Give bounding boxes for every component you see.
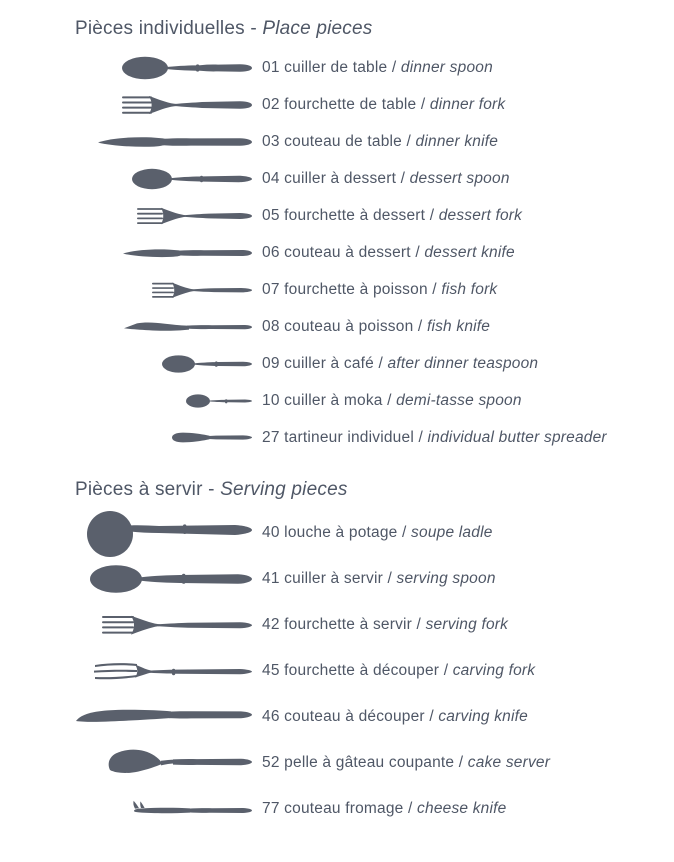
place-pieces-list xyxy=(0,49,674,456)
item-name-en: soupe ladle xyxy=(411,524,493,541)
item-name-en: after dinner teaspoon xyxy=(387,354,539,372)
item-name-en: dessert spoon xyxy=(409,169,510,187)
item-separator: / xyxy=(378,354,384,372)
item-name-fr: louche à potage xyxy=(284,524,398,541)
item-name-fr: couteau de table xyxy=(284,132,402,150)
item-row-27 xyxy=(0,419,674,456)
serving-spoon-icon xyxy=(0,564,252,594)
item-name-fr: pelle à gâteau coupante xyxy=(284,754,455,771)
item-name-en: carving knife xyxy=(438,708,528,725)
item-label xyxy=(262,428,607,448)
item-name-en: dinner knife xyxy=(415,132,499,150)
item-name-fr: fourchette de table xyxy=(284,95,417,113)
item-label xyxy=(262,354,538,374)
item-label xyxy=(262,753,550,773)
item-name-en: dinner fork xyxy=(429,95,506,113)
item-code: 08 xyxy=(262,317,280,335)
item-name-fr: couteau fromage xyxy=(284,800,404,817)
item-name-fr: couteau à découper xyxy=(284,708,425,725)
item-row-77 xyxy=(0,786,674,832)
item-code: 46 xyxy=(262,708,280,725)
item-separator: / xyxy=(408,800,413,817)
item-name-fr: cuiller de table xyxy=(284,58,388,76)
item-name-fr: fourchette à dessert xyxy=(284,206,426,224)
serving-pieces-list xyxy=(0,510,674,832)
dessert-fork-icon xyxy=(0,205,252,227)
item-code: 05 xyxy=(262,206,280,224)
section-place-pieces xyxy=(0,17,674,456)
section-title-en: Place pieces xyxy=(262,18,373,39)
item-label xyxy=(262,799,506,819)
item-name-en: serving spoon xyxy=(396,570,496,587)
item-name-en: dinner spoon xyxy=(400,58,493,76)
item-row-02 xyxy=(0,86,674,123)
item-label xyxy=(262,615,508,635)
item-separator: / xyxy=(402,524,407,541)
item-separator: / xyxy=(415,243,420,261)
section-serving-pieces xyxy=(0,478,674,832)
item-code: 04 xyxy=(262,169,280,187)
item-name-fr: tartineur individuel xyxy=(284,428,414,446)
item-name-fr: fourchette à servir xyxy=(284,616,413,633)
butter-spreader-icon xyxy=(0,431,252,444)
dessert-spoon-icon xyxy=(0,168,252,190)
item-code: 07 xyxy=(262,280,280,298)
item-code: 45 xyxy=(262,662,280,679)
item-label xyxy=(262,280,497,300)
item-separator: / xyxy=(387,570,393,587)
soup-ladle-icon xyxy=(0,509,252,557)
section-title-en: Serving pieces xyxy=(220,479,348,500)
item-name-en: serving fork xyxy=(425,616,509,633)
item-separator: / xyxy=(391,58,397,76)
item-row-08 xyxy=(0,308,674,345)
fish-fork-icon xyxy=(0,280,252,300)
item-row-07 xyxy=(0,271,674,308)
item-label xyxy=(262,132,498,152)
item-name-fr: fourchette à poisson xyxy=(284,280,428,298)
item-name-en: dessert fork xyxy=(438,206,523,224)
item-separator: / xyxy=(387,391,392,409)
dinner-fork-icon xyxy=(0,93,252,117)
item-code: 02 xyxy=(262,95,280,113)
item-code: 41 xyxy=(262,570,280,587)
moka-spoon-icon xyxy=(0,394,252,408)
item-row-09 xyxy=(0,345,674,382)
item-name-fr: cuiller à dessert xyxy=(284,169,397,187)
dinner-spoon-icon xyxy=(0,56,252,80)
item-row-10 xyxy=(0,382,674,419)
item-name-en: fish knife xyxy=(426,317,491,335)
item-name-fr: couteau à poisson xyxy=(284,317,414,335)
dessert-knife-icon xyxy=(0,245,252,261)
item-separator: / xyxy=(458,754,464,771)
dinner-knife-icon xyxy=(0,132,252,152)
item-name-fr: cuiller à café xyxy=(284,354,374,372)
item-row-03 xyxy=(0,123,674,160)
fish-knife-icon xyxy=(0,319,252,335)
item-row-01 xyxy=(0,49,674,86)
carving-fork-icon xyxy=(0,660,252,682)
item-separator: / xyxy=(400,169,406,187)
item-separator: / xyxy=(443,662,449,679)
item-name-en: fish fork xyxy=(441,280,498,298)
item-row-40 xyxy=(0,510,674,556)
section-title-fr: Pièces à servir xyxy=(75,479,203,500)
item-row-06 xyxy=(0,234,674,271)
item-code: 77 xyxy=(262,800,280,817)
item-row-41 xyxy=(0,556,674,602)
item-label xyxy=(262,243,515,263)
item-code: 09 xyxy=(262,354,280,372)
item-separator: / xyxy=(416,616,422,633)
teaspoon-icon xyxy=(0,355,252,373)
cheese-knife-icon xyxy=(0,800,252,818)
item-row-05 xyxy=(0,197,674,234)
item-row-04 xyxy=(0,160,674,197)
item-name-en: demi-tasse spoon xyxy=(396,391,522,409)
item-name-en: cake server xyxy=(467,754,551,771)
carving-knife-icon xyxy=(0,706,252,728)
item-name-fr: cuiller à servir xyxy=(284,570,383,587)
item-row-46 xyxy=(0,694,674,740)
item-name-en: dessert knife xyxy=(424,243,515,261)
item-row-42 xyxy=(0,602,674,648)
item-label xyxy=(262,206,522,226)
item-code: 27 xyxy=(262,428,280,446)
serving-fork-icon xyxy=(0,613,252,637)
item-separator: / xyxy=(429,206,435,224)
item-code: 01 xyxy=(262,58,280,76)
item-separator: / xyxy=(420,95,426,113)
item-separator: / xyxy=(406,132,412,150)
item-name-en: cheese knife xyxy=(417,800,507,817)
item-code: 40 xyxy=(262,524,280,541)
item-name-fr: cuiller à moka xyxy=(284,391,383,409)
item-row-52 xyxy=(0,740,674,786)
section-title-place-pieces xyxy=(75,17,674,41)
item-code: 42 xyxy=(262,616,280,633)
title-separator: - xyxy=(250,18,257,39)
item-label xyxy=(262,95,505,115)
item-label xyxy=(262,569,496,589)
item-label xyxy=(262,317,490,337)
item-separator: / xyxy=(417,317,423,335)
cake-server-icon xyxy=(0,748,252,778)
item-code: 52 xyxy=(262,754,280,771)
item-separator: / xyxy=(429,708,434,725)
item-label xyxy=(262,391,522,411)
section-title-serving-pieces xyxy=(75,478,674,502)
item-name-en: carving fork xyxy=(452,662,536,679)
item-separator: / xyxy=(432,280,437,298)
item-label xyxy=(262,707,528,727)
item-name-en: individual butter spreader xyxy=(427,428,607,446)
item-label xyxy=(262,58,493,78)
item-label xyxy=(262,523,493,543)
item-code: 06 xyxy=(262,243,280,261)
item-separator: / xyxy=(418,428,423,446)
title-separator: - xyxy=(208,479,215,500)
item-code: 03 xyxy=(262,132,280,150)
item-name-fr: couteau à dessert xyxy=(284,243,411,261)
section-title-fr: Pièces individuelles xyxy=(75,18,245,39)
item-row-45 xyxy=(0,648,674,694)
item-label xyxy=(262,661,535,681)
item-label xyxy=(262,169,510,189)
item-name-fr: fourchette à découper xyxy=(284,662,440,679)
item-code: 10 xyxy=(262,391,280,409)
